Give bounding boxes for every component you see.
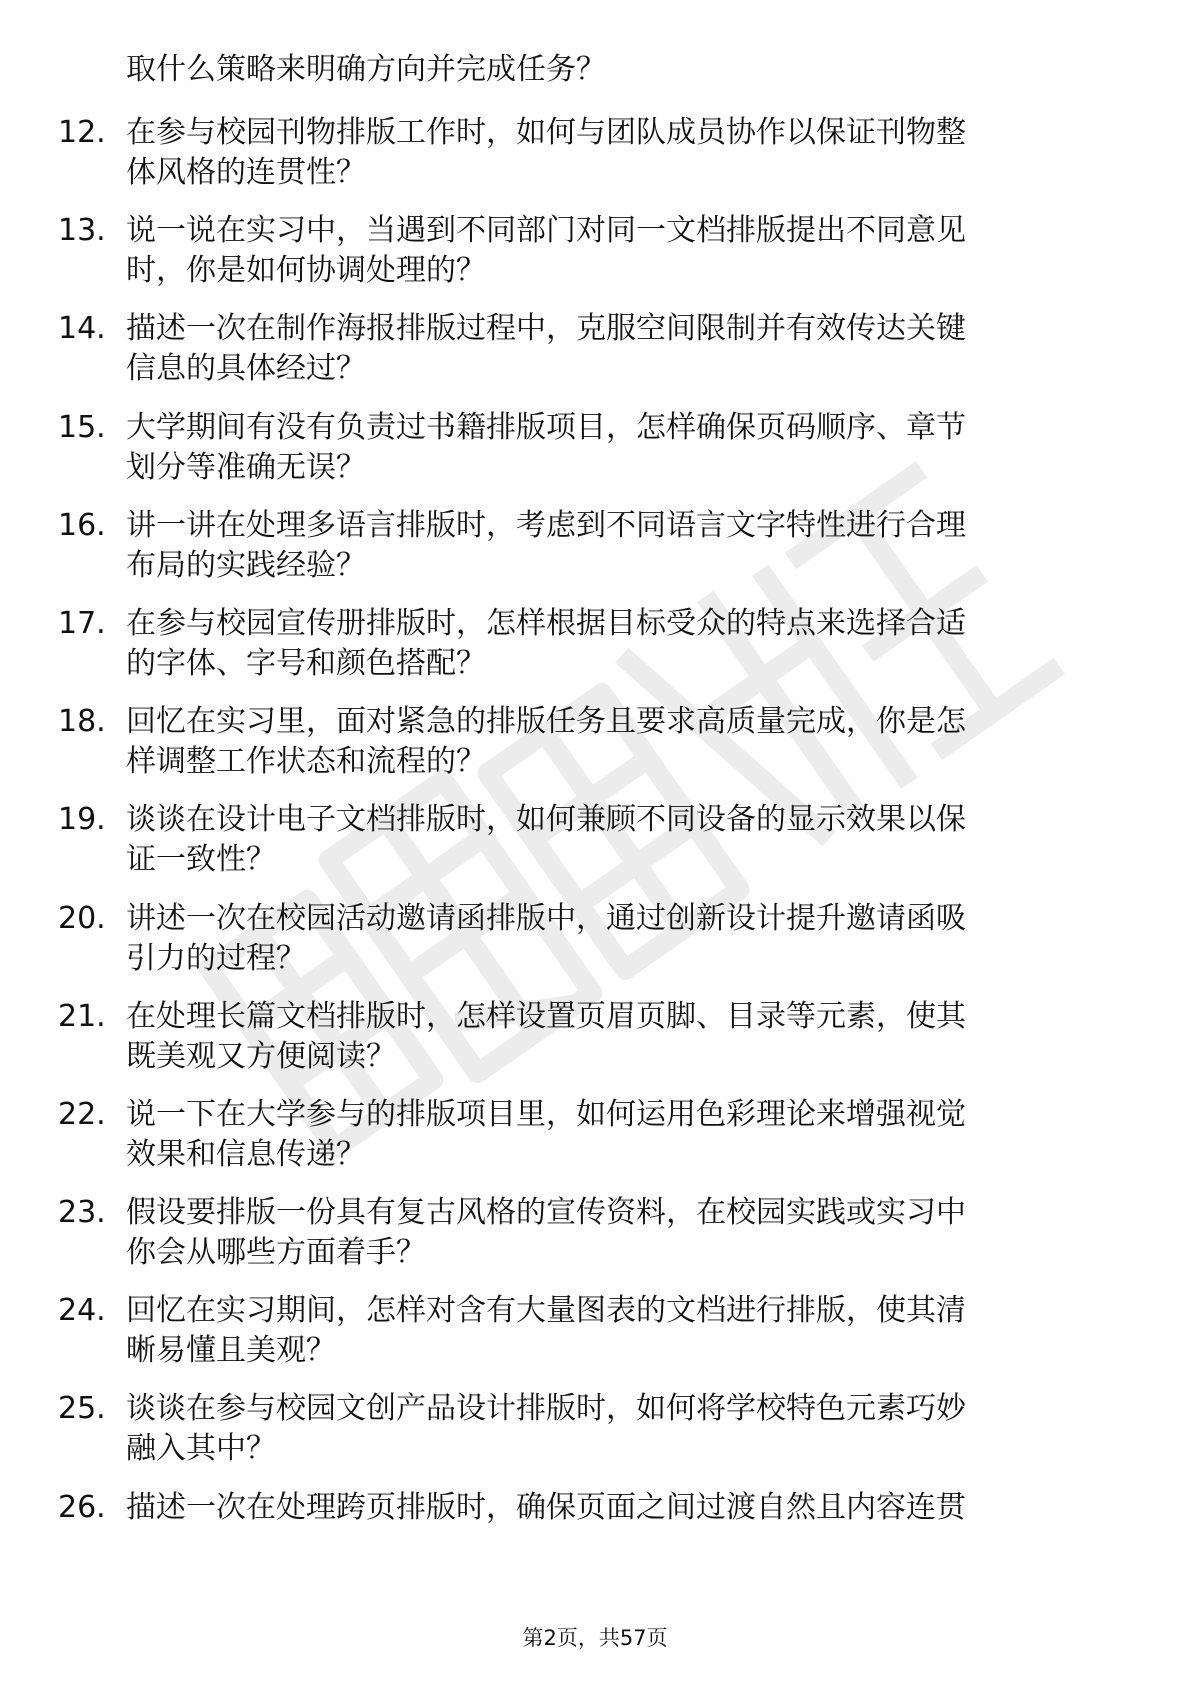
question-line: 既美观又方便阅读？: [126, 1038, 396, 1074]
question-line: 在参与校园宣传册排版时，怎样根据目标受众的特点来选择合适: [126, 605, 966, 641]
question-line: 的字体、字号和颜色搭配？: [126, 645, 486, 681]
question-line: 证一致性？: [126, 842, 276, 878]
question-text: [126, 309, 1116, 389]
question-item: [0, 899, 1190, 979]
question-continuation: 取什么策略来明确方向并完成任务？: [126, 52, 606, 87]
question-number: 22.: [58, 1096, 106, 1132]
question-number: 21.: [58, 998, 106, 1034]
question-text: [126, 800, 1116, 880]
question-text: [126, 899, 1116, 979]
question-line: 回忆在实习期间，怎样对含有大量图表的文档进行排版，使其清: [126, 1293, 966, 1329]
question-number: 15.: [58, 409, 106, 445]
question-line: 样调整工作状态和流程的？: [126, 744, 486, 780]
question-line: 引力的过程？: [126, 940, 306, 976]
question-text: [126, 1193, 1116, 1273]
question-line: 在处理长篇文档排版时，怎样设置页眉页脚、目录等元素，使其: [126, 998, 966, 1034]
question-line: 晰易懂且美观？: [126, 1333, 336, 1369]
question-line: 划分等准确无误？: [126, 449, 366, 485]
question-item: [0, 408, 1190, 488]
question-line: 谈谈在参与校园文创产品设计排版时，如何将学校特色元素巧妙: [126, 1391, 966, 1427]
question-item: [0, 702, 1190, 782]
question-number: 17.: [58, 605, 106, 641]
question-line: 描述一次在处理跨页排版时，确保页面之间过渡自然且内容连贯: [126, 1489, 966, 1525]
question-text: [126, 506, 1116, 586]
question-item: [0, 1291, 1190, 1371]
question-text: [126, 408, 1116, 488]
question-text: [126, 702, 1116, 782]
question-item: [0, 604, 1190, 684]
question-number: 23.: [58, 1195, 106, 1231]
question-line: 效果和信息传递？: [126, 1136, 366, 1172]
question-line: 信息的具体经过？: [126, 351, 366, 387]
question-list: [0, 113, 1190, 1586]
question-item: [0, 800, 1190, 880]
question-line: 回忆在实习里，面对紧急的排版任务且要求高质量完成，你是怎: [126, 704, 966, 740]
question-text: [126, 604, 1116, 684]
question-text: [126, 997, 1116, 1077]
question-line: 说一说在实习中，当遇到不同部门对同一文档排版提出不同意见: [126, 213, 966, 249]
question-number: 18.: [58, 704, 106, 740]
question-line: 你会从哪些方面着手？: [126, 1235, 426, 1271]
question-item: [0, 211, 1190, 291]
question-item: [0, 997, 1190, 1077]
question-item: [0, 1095, 1190, 1175]
question-number: 16.: [58, 507, 106, 543]
question-item: [0, 1488, 1190, 1568]
question-line: 体风格的连贯性？: [126, 155, 366, 190]
question-text: [126, 1389, 1116, 1469]
page-footer: 第2页，共57页: [522, 1626, 668, 1650]
question-text: [126, 113, 1116, 193]
question-number: 14.: [58, 311, 106, 347]
question-line: 布局的实践经验？: [126, 547, 366, 583]
question-item: [0, 309, 1190, 389]
question-line: 假设要排版一份具有复古风格的宣传资料，在校园实践或实习中: [126, 1195, 966, 1231]
question-line: 在参与校园刊物排版工作时，如何与团队成员协作以保证刊物整: [126, 115, 966, 150]
question-line: 大学期间有没有负责过书籍排版项目，怎样确保页码顺序、章节: [126, 409, 966, 445]
question-item: [0, 1389, 1190, 1469]
question-text: [126, 1488, 1116, 1528]
question-number: 24.: [58, 1293, 106, 1329]
question-line: 融入其中？: [126, 1431, 276, 1467]
question-item: [0, 113, 1190, 193]
question-number: 12.: [58, 115, 106, 150]
question-text: [126, 1095, 1116, 1175]
question-text: [126, 1291, 1116, 1371]
question-number: 19.: [58, 802, 106, 838]
question-item: [0, 506, 1190, 586]
question-item: [0, 1193, 1190, 1273]
question-number: 13.: [58, 213, 106, 249]
question-line: 谈谈在设计电子文档排版时，如何兼顾不同设备的显示效果以保: [126, 802, 966, 838]
question-number: 26.: [58, 1489, 106, 1525]
question-line: 讲一讲在处理多语言排版时，考虑到不同语言文字特性进行合理: [126, 507, 966, 543]
question-line: 讲述一次在校园活动邀请函排版中，通过创新设计提升邀请函吸: [126, 900, 966, 936]
question-line: 说一下在大学参与的排版项目里，如何运用色彩理论来增强视觉: [126, 1096, 966, 1132]
question-number: 25.: [58, 1391, 106, 1427]
question-line: 描述一次在制作海报排版过程中，克服空间限制并有效传达关键: [126, 311, 966, 347]
question-text: [126, 211, 1116, 291]
question-line: 时，你是如何协调处理的？: [126, 253, 486, 289]
question-number: 20.: [58, 900, 106, 936]
